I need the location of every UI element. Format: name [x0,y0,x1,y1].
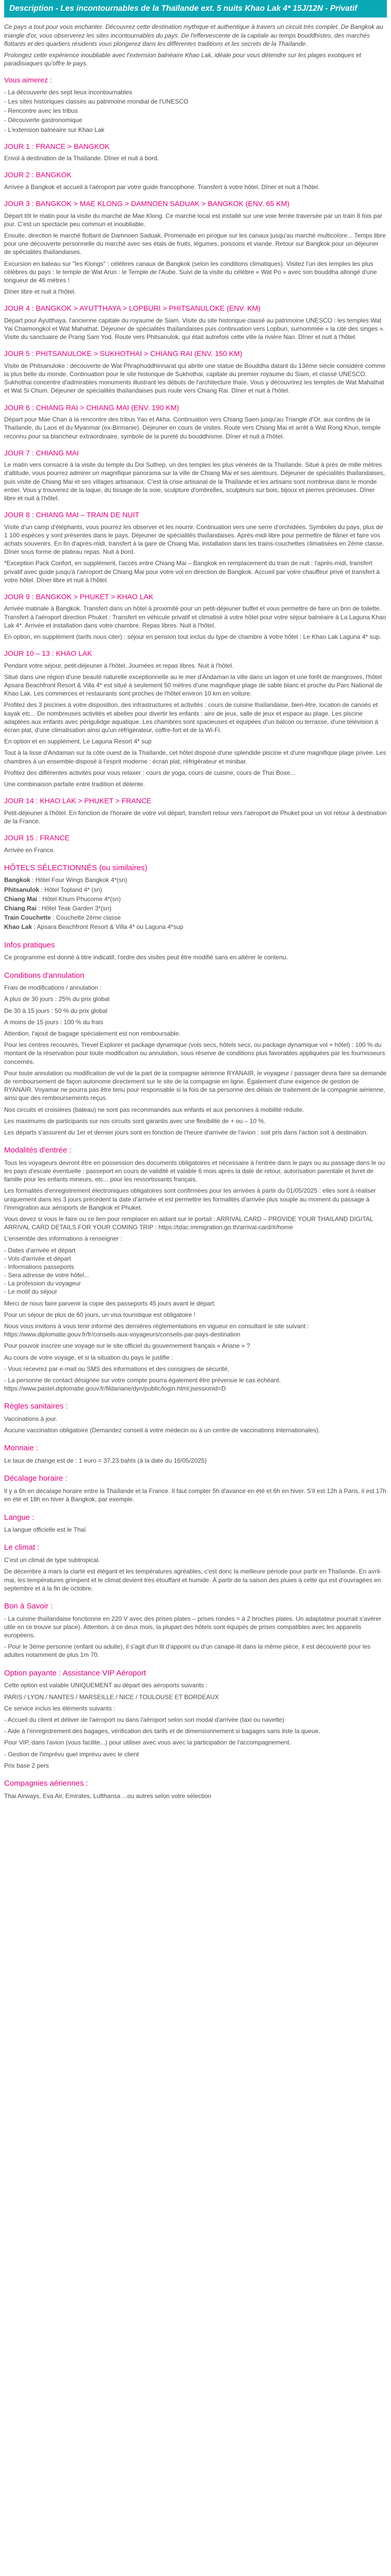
sanitaires-heading: Règles sanitaires : [4,1402,68,1411]
hotel-separator: : [32,923,37,931]
day-paragraph: Visite d'un camp d'éléphants, vous pourrez les observer et les nourrir. Continuation vers une serre d'orchidées. Symboles du pays, plus de 1 100 espèces y sont présentes dans le pays. Déjeuner de spécialités thaïlandaises. Après-midi libre pour permettre de flâner et faire vos achats souvenirs. En fin d'après-midi, transfert à la gare de Chiang Mai, installation dans les trains-couchettes climatisées en 2ème classe. Dîner sous forme de plateau repas. Nuit à bord. [4,523,384,556]
option-paragraph: - Gestion de l'imprévu quel imprévu avec le client [4,1750,139,1758]
annulation-paragraph: De 30 à 15 jours : 50 % du prix global [4,1007,108,1014]
day-section [4,403,387,440]
aimerez-list [4,88,387,134]
day-paragraph: Une combinaison parfaite entre tradition et détente. [4,780,145,788]
option-paragraph: - Aide à l'enregistrement des bagages, vérification des tarifs et de dimensionnement si bagages sans liste la queue. [4,1727,320,1735]
annulation-paragraph: Pour les centres recouvrés, Trevel Explorer et package dynamique (vols secs, hôtels secs, ou package dynamique vol + hôtel) : 100 % du montant de la réservation pour toute modification ou annulation, sous réserve de conditions plus favorables appliquées par les fournisseurs concernés. [4,1041,385,1065]
hotel-city: Chiang Rai [4,905,37,912]
day-section [4,304,387,341]
climat-text [4,1556,387,1592]
itinerary [4,142,387,854]
formalites-text [4,1159,387,1393]
option-paragraph: Ce service inclus les éléments suivants : [4,1704,116,1712]
formalites-paragraph: Les formalités d'enregistrement électroniques obligatoires sont confirmées pour les arrivées à partir du 01/05/2025 : elles sont à réaliser uniquement dans les 3 jours précédent la date d'arrivée et est permettre les formalités d'arrivée plus souple au moment du passage à l'immigration aux aéroports de Bangkok et Phuket. [4,1187,376,1211]
day-heading: JOUR 14 : KHAO LAK > PHUKET > FRANCE [4,796,152,805]
day-heading: JOUR 2 : BANGKOK [4,171,72,179]
day-section [4,171,387,191]
intro [4,23,387,67]
day-section [4,796,387,825]
day-heading: JOUR 15 : FRANCE [4,834,70,842]
formalites-paragraph: Nous vous invitons à vous tenir informé des dernières réglementations en vigueur en consultant le site suivant : https://www.diplomatie.gouv.fr/fr/conseils-aux-voyageurs/conseils-par-pays-destination [4,1323,309,1338]
option-paragraph: Pour VIP, dans l'avion (vous facilite...) pour utiliser avec vous avec la participation de l'accompagnement. [4,1739,291,1747]
hotel-name: Hôtel Khum Phucome 4*(sn) [42,895,121,903]
hotel-name: Couchette 2ème classe [56,914,121,922]
day-heading: JOUR 5 : PHITSANULOKE > SUKHOTHAI > CHIANG RAI (ENV. 150 KM) [4,349,242,358]
decalage-text: Il y a 6h en décalage horaire entre la Thaïlande et la France. Il faut compter 5h d'avance en été et 6h en hiver. S'il est 12h à Paris, il est 17h en été et 18h en hiver à Bangkok, par exemple. [4,1487,386,1503]
sanitaires-text [4,1415,387,1434]
hotel-separator: : [51,914,56,922]
savoir-heading: Bon à Savoir : [4,1601,53,1611]
hotel-name: Hôtel Topland 4* (sn) [44,886,102,893]
hotel-separator: : [37,895,43,903]
climat-paragraph: De décembre à mars la clarté est élégant et les températures agréables, c'est donc la meilleure période pour partir en Thaïlande. En avril-mai, les températures grimpent et le climat devient très étouffant et humide. À partir de la saison des pluies à cette qui est d'ouvragées en septembre et à la fin de octobre. [4,1568,382,1592]
intro-paragraph: Ce pays a tout pour vous enchanter. Découvrez cette destination mythique et authentique à travers un circuit très complet. De Bangkok au triangle d'or, vous observerez les sites incontournables du pays. De l'effervescente de la capitale au temps bouddhistes, des marchés flottants et des quartiers résidents vous plongerez dans les différentes traditions et les secrets de la Thaïlande. [4,23,383,47]
option-heading: Option payante : Assistance VIP Aéroport [4,1668,146,1677]
infos-text: Ce programme est donné à titre indicatif, l'ordre des visites peut être modifié sans en altérer le contenu. [4,954,288,961]
hotel-line [4,913,387,922]
intro-paragraph: Prolongez cette expérience inoubliable avec l'extension balnéaire Khao Lak, idéale pour vous détendre sur les plages exotiques et paradisiaques qu'offre le pays. [4,51,362,67]
day-section [4,592,387,641]
compagnies-text: Thai Airways, Eva Air, Emirates, Lufthansa ...ou autres selon votre sélection [4,1792,211,1800]
day-heading: JOUR 9 : BANGKOK > PHUKET > KHAO LAK [4,592,154,601]
day-section [4,511,387,584]
savoir-text [4,1615,387,1659]
day-heading: JOUR 3 : BANGKOK > MAE KLONG > DAMNOEN SADUAK > BANGKOK (ENV. 65 KM) [4,199,290,208]
formalites-paragraph: - Vous recevrez par e-mail ou SMS des informations et des consignes de sécurité, [4,1365,230,1372]
langue-heading: Langue : [4,1513,35,1522]
infos-heading: Infos pratiques [4,940,55,950]
day-paragraph: Ensuite, direction le marché flottant de Damnoen Saduak. Promenade en pirogue sur les canaux jusqu'au marché multicolore... Temps libre pour une découverte personnelle du marché avec ses étals de fruits, légumes, poissons et viande. Retour sur Bangkok pour un déjeuner de spécialités thaïlandaises. [4,232,386,256]
hotels-list [4,876,387,931]
langue-text: La langue officielle est le Thaï [4,1526,86,1534]
option-paragraph: Cette option est valable UNIQUEMENT au départ des aéroports suivants : [4,1682,207,1689]
day-paragraph: Pendant votre séjour, petit-déjeuner à l'hôtel. Journées et repas libres. Nuit à l'hôtel. [4,662,234,669]
annulation-paragraph: Attention, l'ajout de bagage spécialement est non remboursable. [4,1030,181,1037]
hotel-name: Hôtel Teak Garden 3*(sn) [41,905,111,912]
annulation-paragraph: Frais de modifications / annulation : [4,984,102,992]
day-paragraph: Tout à la lisse d'Andaman sur la côte ouest de la Thaïlande, cet hôtel disposé d'une splendide piscine et d'une magnifique plage privée. Les chambres à un ensemble disposé à l'esprit moderne : écran plat, réfrigérateur et minibar. [4,749,386,765]
day-paragraph: Visite de Phitsanuloke : découverte de Wat Phraphuddhinnarat qui abrite une statue de Bouddha datant du 13ème siècle considéré comme la plus belle du monde. Continuation pour le site historique de Sukhothai, capitale du premier royaume du Siam, et classé UNESCO. Sukhothai concentre d'admirables monuments illustrant les débuts de l'architecture thaïe. Vous y découvrirez les temples de Wat Mahathat et Wat Si Chum. Déjeuner de spécialités thaïlandaises puis route vers Chiang Rai. Dîner et nuit à l'hôtel. [4,362,386,395]
day-paragraph: Le matin vers consacré à la visite du temple du Doi Suthep, un des temples les plus vénérés de la Thaïlande. Situé à près de mille mètres d'altitude, vous pourrez admirer un magnifique panorama sur la ville de Chiang Mai et ses alentours. Déjeuner de spécialités thaïlandaises, puis visite de Chiang Mai et ses villages artisanaux. C'est là crise artisanal de la Thaïlande et les artisans sont nombreux dans le monde entier. Vous y trouverez de la laque, du tissage de la soie, sculpture d'ombrelles, sculpteurs sur bois, bijoux et pierres précieuses. Dîner libre et nuit à l'hôtel. [4,461,385,502]
formalites-paragraph: Vous devez si vous le faire ou ce lien pour remplacer en aidant sur le portail : ARRIVAL CARD – PROVIDE YOUR THAILAND DIGITAL ARRIVAL CARD DETAILS FOR YOUR COMING TRIP : https://tdac.immigration.go.th/arrival-card/#/home [4,1215,373,1231]
hotel-city: Chiang Mai [4,895,38,903]
formalites-heading: Modalités d'entrée : [4,1146,72,1155]
annulation-text [4,984,387,1137]
day-paragraph: Arrivée à Bangkok et accueil à l'aéroport par votre guide francophone. Transfert à votre hôtel. Dîner et nuit à l'hôtel. [4,183,320,191]
aimerez-item: - L'extension balnéaire sur Khao Lak [4,126,105,133]
hotel-separator: : [30,876,36,884]
hotel-line [4,895,387,903]
day-paragraph: Profitez des différentes activités pour vous relaxer : cours de yoga, cours de cuisine, cours de Thaï Boxe... [4,769,296,776]
day-section [4,142,387,163]
day-paragraph: Arrivée matinale à Bangkok. Transfert dans un hôtel à proximité pour un petit-déjeuner buffet et vous permettre de faire un brin de toilette. Transfert à l'aéroport direction Phuket : Transfert en véhicule privatif et climatisé à votre hôtel pour votre séjour balnéaire à La Laguna Khao Lak 4*. Arrivée et installation dans votre chambre. Repas libres. Nuit à l'hôtel. [4,605,386,629]
annulation-paragraph: A plus de 30 jours : 25% du prix global [4,995,110,1003]
savoir-paragraph: - Pour le 3ème personne (enfant ou adulte), il s'agit d'un lit d'appoint ou d'un canapé-lit dans la même pièce, il est découverté pour les adultes notamment de plus 1m 70. [4,1643,371,1659]
formalites-paragraph: - La personne de contact désignée sur votre compte pourra également être prévenue le cas échéant. https://www.pastel.diplomatie.gouv.fr/fildariane/dyn/public/login.html;jsessionid=D [4,1376,281,1393]
day-section [4,834,387,854]
climat-paragraph: C'est un climat de type subtropical. [4,1556,100,1564]
day-heading: JOUR 10 – 13 : KHAO LAK [4,649,92,658]
day-section [4,449,387,502]
day-paragraph: Dîner libre et nuit à l'hôtel. [4,288,76,296]
day-heading: JOUR 8 : CHIANG MAI – TRAIN DE NUIT [4,511,139,519]
hotel-line [4,923,387,931]
climat-heading: Le climat : [4,1543,40,1552]
compagnies-heading: Compagnies aériennes : [4,1778,88,1788]
hotel-city: Phitsanulok [4,886,40,893]
annulation-paragraph: Pour toute annulation ou modification de vol de la part de la compagnie aérienne RYANAIR, le voyageur / passager devra faire sa demande de remboursement de façon autonome directement sur le site de la compagnie en ligne. Également d'une exigence de gestion de RYANAIR. Voyamar ne pourra pas être tenu pour responsable si la fois de sa personne des délais de traitement de la compagnie aérienne, ainsi que des remboursements reçus. [4,1069,387,1102]
day-heading: JOUR 6 : CHIANG RAI > CHIANG MAI (ENV. 190 KM) [4,403,180,412]
day-paragraph: Départ pour Mae Chan à la rencontre des tribus Yao et Akha. Continuation vers Chiang Saen jusqu'au Triangle d'Or, aux confins de la Thaïlande, du Laos et du Myanmar (ex-Birmanie). Déjeuner en cours de visites. Route vers Chiang Mai et arrêt à Wat Rong Khun, temple reconnu pour sa blancheur extraordinaire, symbole de la pureté du bouddhisme. Dîner et nuit à l'hôtel. [4,416,381,440]
aimerez-item: - Rencontre avec les tribus [4,107,78,115]
formalites-paragraph: Au cours de votre voyage, et si la situation du pays le justifie : [4,1353,173,1361]
day-paragraph: Excursion en bateau sur "les Klongs" : célèbres canaux de Bangkok (selon les conditions climatiques). Visitez l'un des temples les plus célèbres du pays : le temple de Wat Arun : le Temple de l'Aube. Suivi de la visite du célèbre « Wat Po » avec son bouddha allongé d'une longueur de 46 mètres ! [4,260,377,284]
decalage-heading: Décalage horaire : [4,1474,68,1483]
formalites-paragraph: Pour pouvoir inscrire une voyage sur le site officiel du gouvernement français « Ariane » ? [4,1342,250,1350]
day-heading: JOUR 7 : CHIANG MAI [4,448,79,457]
day-paragraph: En option, en supplément (tarifs nous citer) : séjour en pension tout inclus du type de chambre à votre hôtel : Le Khao Lak Laguna 4* sup. [4,633,382,640]
option-paragraph: PARIS / LYON / NANTES / MARSEILLE / NICE / TOULOUSE ET BORDEAUX [4,1693,219,1701]
aimerez-item: - Découverte gastronomique [4,116,83,124]
annulation-paragraph: Nos circuits et croisières (bateau) ne sont pas recommandés aux enfants et aux personnes à mobilité réduite. [4,1106,304,1113]
hotel-line [4,904,387,912]
day-paragraph: En option et en supplément, Le Laguna Resort 4* sup [4,738,152,745]
formalites-paragraph: Merci de nous faire parvenir la copie des passeports 45 jours avant le départ. [4,1299,216,1307]
formalites-paragraph: Tous les voyageurs devront être en possession des documents obligatoires et nécessaire à l'entrée dans le pays ou au passage dans le ou les pays d'escale éventuelle : passeport en cours de validité et valable 6 mois après la date de retour, autorisation parentale et livret de famille pour les enfants mineurs, etc... pour les ressortissants français. [4,1159,385,1183]
day-paragraph: Profitez des 3 piscines à votre disposition, des infrastructures et activités : cours de cuisine thaïlandaise, bien-être, location de canoës et kayak etc... De nombreuses activités et abelles pour divertir les enfants : aire de jeux, salle de jeux et espace au plage. Les piscine adaptées aux enfants avec périgulidge aquatique. Les chambres sont spacieuses et équipées d'un balcon ou terrasse, d'une télévision à écran plat, d'une climatisation ainsi qu'un réfrigérateur, coffre-fort et de la Wi-Fi. [4,701,379,734]
hotel-separator: : [36,905,42,912]
sanitaires-paragraph: Vaccinations à jour. [4,1415,58,1423]
day-paragraph: Départ pour Ayutthaya, l'ancienne capitale du royaume de Siam. Visite du site historique classé au patrimoine UNESCO : les temples Wat Yai Chaimongkol et Wat Mahathat. Déjeuner de spécialités thaïlandaises puis continuation vers Lopburi, surnommée « la cité des singes ». Visite du sanctuaire de Prang Sam Yod. Route vers Phitsanulok, qui était autrefois cette ville la rivière Nan. Dîner et nuit à l'hôtel. [4,316,385,341]
option-paragraph: Prix base 2 pers [4,1761,49,1769]
day-paragraph: Arrivée en France. [4,846,55,854]
day-paragraph: *Exception Pack Confort, en supplément, l'accès entre Chiang Mai – Bangkok en remplacement du train de nuit : l'après-midi, transfert privatif avec guide jusqu'à l'aéroport de Chiang Mai pour votre vol en direction de Bangkok. Accueil par votre chauffeur privé et transfert à votre hôtel. Dîner libre et nuit à l'hôtel. [4,560,380,584]
day-paragraph: Situé dans une région d'une beauté naturelle exceptionnelle au le mer d'Andaman la ville dans un lagon et une forêt de mangroves, l'hôtel Apsara Beachfront Resort & Villa 4* est situé à seulement 50 mètres d'une magnifique plage de sable blanc et proche du Parc National de Khao Lak. Les commerces et restaurants sont proches de l'hôtel environ 10 km en voiture. [4,673,383,698]
aimerez-item: - La découverte des sept lieux incontournables [4,88,133,96]
day-section [4,349,387,395]
formalites-paragraph: - Dates d'arrivée et départ - Vols d'arrivée et départ - Informations passeports - Sera adresse de votre hôtel... - La profession du voyageur - Le motif du séjour [4,1246,89,1296]
annulation-paragraph: Les départs s'assurent du 1er et dernier jours sont en fonction de l'heure d'arrivée de l'avion : soit pris dans l'action soit à destination. [4,1128,368,1136]
hotel-separator: : [39,886,45,893]
option-text [4,1681,387,1770]
monnaie-text: Le taux de change est de : 1 euro = 37.23 bahts (à la date du 16/05/2025) [4,1457,207,1465]
day-paragraph: Départ tôt le matin pour la visite du marché de Mae Klong. Ce marché local est installé sur une voie ferrée traversée par un train 8 fois par jour. C'est un spectacle peu commun et inoubliable. [4,212,383,228]
day-heading: JOUR 1 : FRANCE > BANGKOK [4,142,110,150]
hotel-name: Hôtel Four Wings Bangkok 4*(sn) [35,876,127,884]
day-paragraph: Envol à destination de la Thaïlande. Dîner et nuit à bord. [4,155,159,162]
sanitaires-paragraph: Aucune vaccination obligatoire (Demandez conseil à votre médecin ou à un centre de vaccinations internationales). [4,1427,320,1434]
hotel-city: Bangkok [4,876,30,884]
hotel-line [4,876,387,884]
hotels-heading: HÔTELS SÉLECTIONNÉS (ou similaires) [4,863,148,872]
day-heading: JOUR 4 : BANGKOK > AYUTTHAYA > LOPBURI > PHITSANULOKE (ENV. KM) [4,304,261,313]
aimerez-item: - Les sites historiques classés au patrimoine mondial de l'UNESCO [4,98,189,105]
hotel-city: Train Couchette [4,914,51,922]
annulation-paragraph: A moins de 15 jours : 100 % du frais [4,1018,104,1026]
day-section [4,649,387,788]
hotel-name: Apsara Beachfront Resort & Villa 4* ou Laguna 4*sup [37,923,184,931]
page-title: Description - Les incontournables de la Thaïlande ext. 5 nuits Khao Lak 4* 15J/12N - Privatif [4,0,387,18]
aimerez-heading: Vous aimerez : [4,76,52,84]
annulation-heading: Conditions d'annulation [4,971,85,980]
hotel-city: Khao Lak [4,923,32,931]
hotel-line [4,886,387,894]
option-paragraph: - Accueil du client et déliver de l'aéroport ou dans l'aéroport selon son modal d'arrivée (taxi ou navette) [4,1716,285,1723]
annulation-paragraph: Les maximums de participants sur nos circuits sont garantis avec une flexibilité de + ou – 10 %. [4,1117,266,1125]
monnaie-heading: Monnaie : [4,1444,38,1453]
formalites-paragraph: L'ensemble des informations à renseigner : [4,1235,123,1243]
savoir-paragraph: - La cuisine thaïlandaise fonctionne en 220 V avec des prises plates – prises rondes = à 2 broches plates. Un adaptateur pourrait s'avérer utile en ce trouve sur place). Attention, à ce deux mois, la plupart des hôtels sont équipés de prises compatibles avec les appareils européens. [4,1615,382,1639]
day-paragraph: Petit-déjeuner à l'hôtel. En fonction de l'horaire de votre vol départ, transfert retour vers l'aéroport de Phuket pour un vol retour à destination de la France. [4,809,387,825]
formalites-paragraph: Pour un séjour de plus de 60 jours, un visa touristique est obligatoire ! [4,1311,196,1318]
day-section [4,199,387,296]
